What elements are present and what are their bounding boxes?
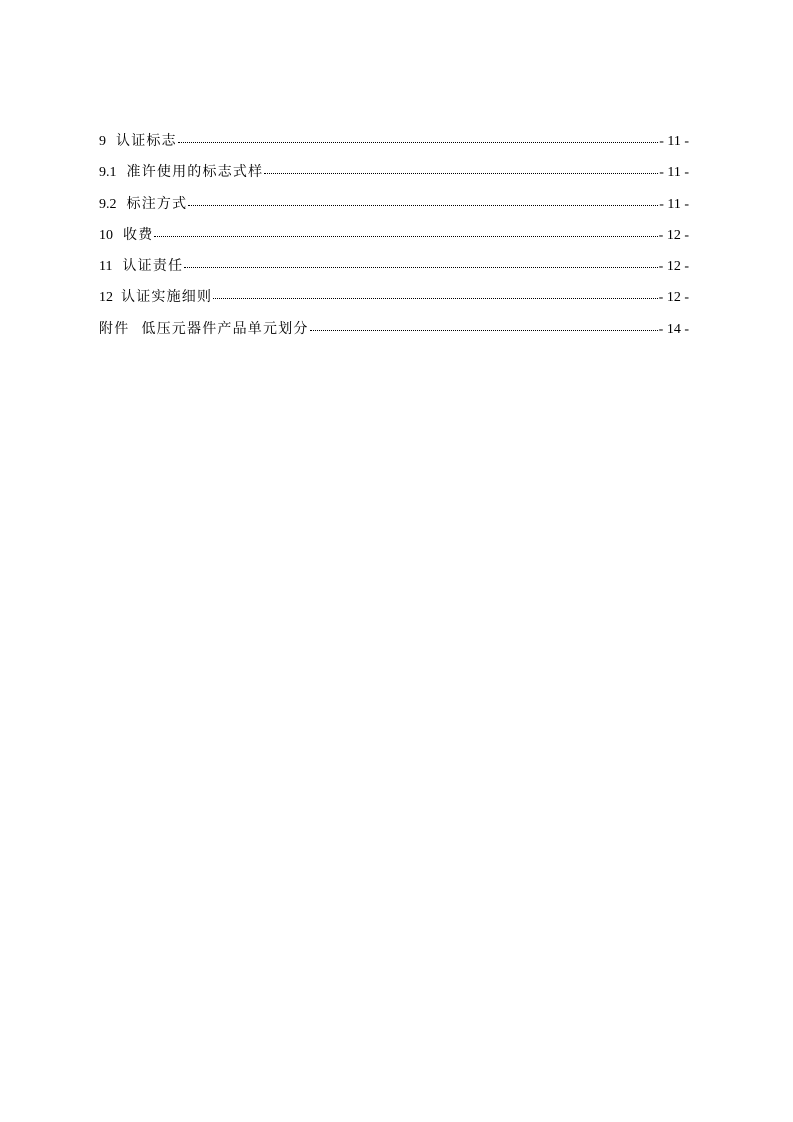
- toc-entry-number: 12: [99, 290, 113, 306]
- toc-entry-number: 11: [99, 259, 113, 275]
- toc-entry-label: 认证责任: [122, 259, 184, 275]
- toc-entry-label: 收费: [123, 227, 154, 243]
- toc-entry-appendix[interactable]: [99, 319, 689, 350]
- toc-dot-leader: [154, 236, 657, 237]
- toc-entry-page: - 12 -: [658, 227, 689, 243]
- toc-entry-number: 10: [99, 227, 113, 243]
- toc-entry-label: 认证标志: [116, 134, 177, 149]
- toc-entry-number: 9.1: [99, 165, 117, 181]
- toc-entry-11[interactable]: [99, 256, 689, 287]
- toc-dot-leader: [178, 142, 658, 143]
- toc-entry-number: 附件: [99, 321, 130, 337]
- toc-dot-leader: [264, 173, 658, 174]
- table-of-contents: [99, 131, 689, 350]
- toc-entry-title: [99, 256, 183, 278]
- toc-entry-10[interactable]: [99, 225, 689, 256]
- toc-entry-page: - 14 -: [658, 321, 689, 337]
- toc-entry-page: - 11 -: [659, 196, 689, 212]
- toc-entry-label: 标注方式: [126, 196, 188, 212]
- toc-entry-page: - 11 -: [659, 134, 689, 149]
- toc-entry-9-1[interactable]: [99, 162, 689, 193]
- toc-entry-title: [99, 131, 177, 153]
- toc-entry-title: [99, 287, 212, 309]
- toc-dot-leader: [188, 205, 658, 206]
- toc-entry-9-2[interactable]: [99, 194, 689, 225]
- toc-dot-leader: [213, 298, 657, 299]
- toc-entry-page: - 11 -: [659, 165, 689, 181]
- toc-entry-12[interactable]: [99, 287, 689, 318]
- toc-entry-title: [99, 225, 153, 247]
- toc-entry-title: [99, 162, 263, 184]
- toc-dot-leader: [184, 267, 657, 268]
- toc-entry-label: 低压元器件产品单元划分: [141, 321, 309, 337]
- toc-entry-title: [99, 194, 187, 216]
- toc-entry-page: - 12 -: [658, 290, 689, 306]
- toc-entry-page: - 12 -: [658, 259, 689, 275]
- toc-entry-label: 认证实施细则: [121, 290, 213, 306]
- toc-entry-label: 准许使用的标志式样: [126, 165, 264, 181]
- toc-dot-leader: [310, 330, 658, 331]
- toc-entry-9[interactable]: [99, 131, 689, 162]
- toc-entry-number: 9: [99, 134, 106, 149]
- toc-entry-title: [99, 319, 309, 341]
- toc-entry-number: 9.2: [99, 196, 117, 212]
